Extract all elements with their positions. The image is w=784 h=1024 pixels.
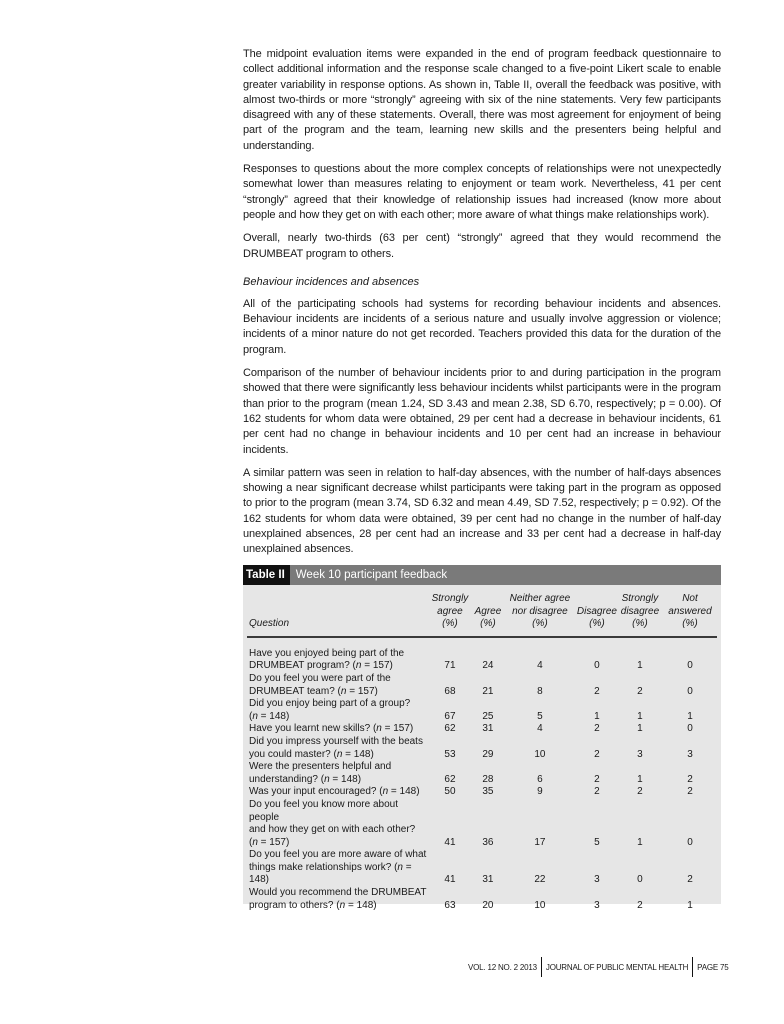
value-cell: 2 [687,874,693,886]
table-row [247,786,717,799]
value-cell: 53 [444,748,456,760]
value-cell: 2 [637,899,643,911]
section-heading: Behaviour incidences and absences [243,275,420,288]
value-cell: 3 [687,748,693,760]
footer-journal: JOURNAL OF PUBLIC MENTAL HEALTH [545,962,689,972]
value-cell: 41 [444,836,456,848]
value-cell: 1 [687,710,693,722]
table-row [247,799,717,849]
value-cell: 71 [444,660,456,672]
value-cell: 1 [637,723,643,735]
value-cell: 41 [444,874,456,886]
value-cell: 31 [482,874,494,886]
paragraph: Comparison of the number of behaviour incidents prior to and during participation in the program showed that there were significantly less behaviour incidents whilst participants were in the program than prior to the program (mean 1.24, SD 3.43 and mean 2.38, SD 6.70, respectively; p = 0.00). Of 162 students for whom data were obtained, 29 per cent had a decrease in behaviour incidents, 61 per cent had no change in behaviour incidents and 10 per cent had an increase in behaviour incidents. [243,367,721,456]
value-cell: 67 [444,710,456,722]
value-cell: 2 [637,685,643,697]
value-cell: 4 [537,660,543,672]
question-cell: Do you feel you were part of the DRUMBEAT team? (n = 157) [249,672,391,697]
value-cell: 22 [534,874,546,886]
question-cell: Were the presenters helpful and understanding? (n = 148) [249,761,392,785]
value-cell: 1 [637,836,643,848]
table-row [247,736,717,761]
value-cell: 1 [637,773,643,785]
value-cell: 17 [534,836,546,848]
table-row [247,698,717,723]
value-cell: 5 [594,836,600,848]
value-cell: 10 [534,899,546,911]
value-cell: 0 [594,660,600,672]
value-cell: 8 [537,685,543,697]
table-body [247,637,717,912]
table-caption-bar [243,565,721,585]
value-cell: 0 [687,723,693,735]
value-cell: 28 [482,773,494,785]
value-cell: 20 [482,899,494,911]
question-cell: Do you feel you know more about people and how they get on with each other? (n = 157) [249,798,416,848]
value-cell: 0 [687,660,693,672]
footer-page: PAGE 75 [697,962,729,972]
table-row [247,723,717,736]
value-cell: 6 [537,773,543,785]
value-cell: 1 [637,710,643,722]
header-neither: Neither agree nor disagree (%) [503,585,577,637]
value-cell: 2 [637,786,643,798]
value-cell: 24 [482,660,494,672]
value-cell: 31 [482,723,494,735]
value-cell: 1 [594,710,600,722]
value-cell: 21 [482,685,494,697]
value-cell: 1 [637,660,643,672]
header-strongly-disagree: Strongly disagree (%) [617,585,663,637]
footer-volume: VOL. 12 NO. 2 2013 [468,962,537,972]
article-body [243,47,721,566]
value-cell: 9 [537,786,543,798]
value-cell: 2 [594,773,600,785]
paragraph: All of the participating schools had systems for recording behaviour incidents and absences. Behaviour incidents are incidents of a serious nature and usually involve aggression or violence; incidents of a minor nature do not get recorded. Teachers provided this data for the duration of the program. [243,297,721,356]
question-cell: Would you recommend the DRUMBEAT program to others? (n = 148) [249,887,427,911]
paragraph: A similar pattern was seen in relation to half-day absences, with the number of half-days absences showing a near significant decrease whilst participants were taking part in the program as opposed to prior to the program (mean 3.74, SD 6.32 and mean 4.49, SD 7.52, respectively; p = 0.92). Of the 162 students for whom data were obtained, 39 per cent had no change in the number of half-day unexplained absences, 28 per cent had an increase and 33 per cent had a decrease in half-day unexplained absences. [243,466,721,556]
value-cell: 2 [594,723,600,735]
value-cell: 29 [482,748,494,760]
value-cell: 3 [637,748,643,760]
value-cell: 68 [444,685,456,697]
feedback-table [243,565,721,911]
value-cell: 2 [687,773,693,785]
table-row [247,761,717,786]
value-cell: 0 [687,836,693,848]
value-cell: 5 [537,710,543,722]
table-header-row [247,585,717,637]
header-not-answered: Not answered (%) [663,585,717,637]
question-cell: Have you enjoyed being part of the DRUMBEAT program? (n = 157) [249,647,405,672]
value-cell: 2 [594,786,600,798]
header-agree: Agree (%) [473,585,503,637]
value-cell: 1 [687,899,693,911]
value-cell: 3 [594,899,600,911]
paragraph: Responses to questions about the more complex concepts of relationships were not unexpectedly somewhat lower than measures relating to enjoyment or team work. Nevertheless, 41 per cent “strongly” agreed that their knowledge of relationship issues had increased (know more about people and how they get on with each other; more aware of what things make relationships work). [243,163,721,221]
page-footer [468,957,729,977]
header-question: Question [247,585,427,637]
value-cell: 35 [482,786,494,798]
table-row [247,673,717,698]
table-label: Table II [243,565,290,585]
header-strongly-agree: Strongly agree (%) [427,585,473,637]
value-cell: 63 [444,899,456,911]
value-cell: 4 [537,723,543,735]
question-cell: Do you feel you are more aware of what things make relationships work? (n = 148) [249,849,427,886]
question-cell: Was your input encouraged? (n = 148) [249,786,420,798]
header-disagree: Disagree (%) [577,585,617,637]
value-cell: 62 [444,723,456,735]
table-grid [247,585,717,912]
question-cell: Did you impress yourself with the beats you could master? (n = 148) [249,735,423,760]
footer-divider [692,957,693,977]
value-cell: 2 [594,748,600,760]
value-cell: 0 [637,874,643,886]
paragraph: The midpoint evaluation items were expanded in the end of program feedback questionnaire to collect additional information and the response scale changed to a five-point Likert scale to enable greater variability in response options. As shown in, Table II, overall the feedback was positive, with almost two-thirds or more “strongly” agreeing with six of the nine statements. Very few participants disagreed with any of these statements. Overall, there was most agreement for enjoyment of being part of the program and the team, learning new skills and the presenters being helpful and understanding. [243,48,721,152]
value-cell: 36 [482,836,494,848]
value-cell: 10 [534,748,546,760]
value-cell: 2 [594,685,600,697]
table-row [247,637,717,673]
table-row [247,849,717,887]
paragraph: Overall, nearly two-thirds (63 per cent) “strongly” agreed that they would recommend the DRUMBEAT program to others. [243,232,721,260]
value-cell: 25 [482,710,494,722]
table-title: Week 10 participant feedback [295,569,448,581]
value-cell: 62 [444,773,456,785]
footer-divider [541,957,542,977]
value-cell: 2 [687,786,693,798]
value-cell: 0 [687,685,693,697]
table-row [247,887,717,912]
value-cell: 50 [444,786,456,798]
value-cell: 3 [594,874,600,886]
question-cell: Have you learnt new skills? (n = 157) [249,723,414,735]
question-cell: Did you enjoy being part of a group? (n = 148) [249,698,411,722]
